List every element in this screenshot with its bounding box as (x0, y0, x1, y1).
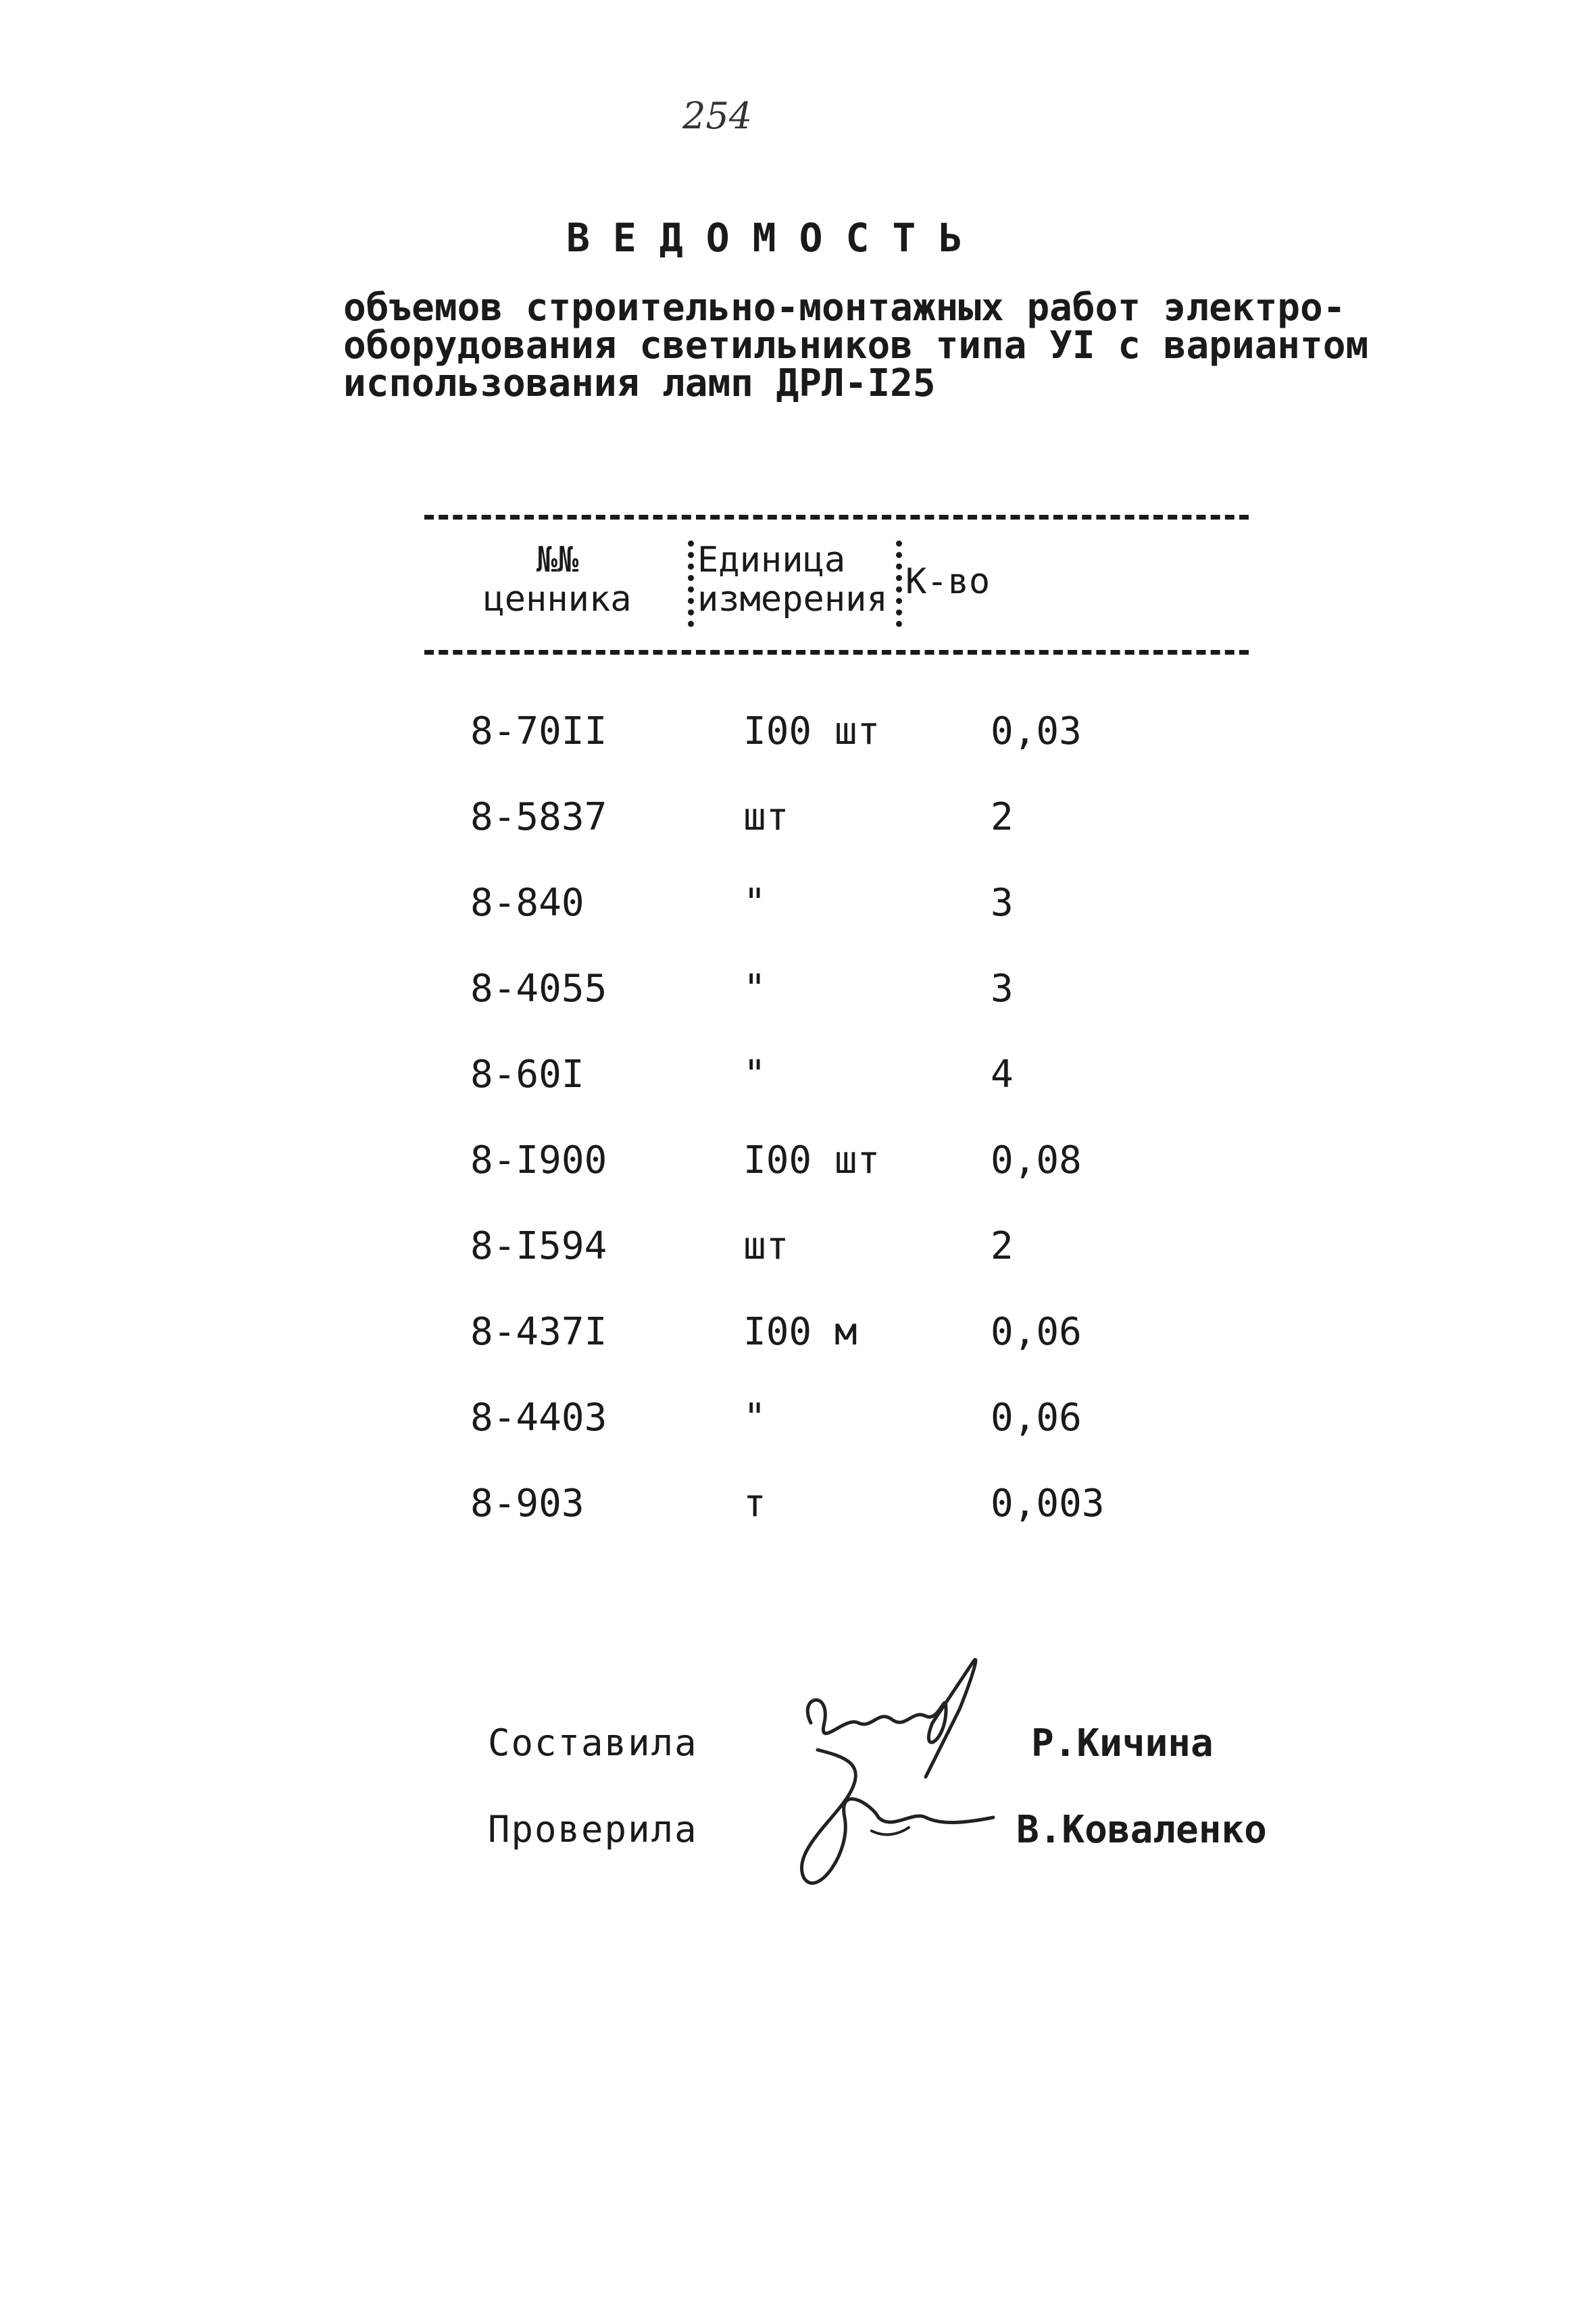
table-row (470, 1224, 1281, 1310)
quantity-cell: 0,08 (991, 1138, 1082, 1182)
header-line: ценника (483, 579, 632, 620)
header-unit (697, 540, 900, 619)
quantity-cell: 3 (991, 881, 1014, 925)
checked-by-label: Проверила (488, 1808, 698, 1851)
table-row (470, 1138, 1281, 1224)
column-separator (688, 540, 694, 627)
header-line: Единица (697, 540, 846, 580)
table-row (470, 709, 1281, 795)
quantity-cell: 0,06 (991, 1396, 1082, 1440)
table-row (470, 1310, 1281, 1396)
unit-cell: шт (743, 795, 789, 839)
quantity-cell: 3 (991, 967, 1014, 1011)
table-row (470, 1396, 1281, 1482)
price-code: 8-I594 (470, 1224, 607, 1268)
quantity-cell: 0,06 (991, 1310, 1082, 1354)
table-row (470, 1053, 1281, 1138)
subtitle-line: объемов строительно-монтажных работ электро- (343, 286, 1346, 330)
unit-cell: т (743, 1482, 766, 1526)
price-code: 8-4055 (470, 967, 607, 1011)
compiled-by-name: Р.Кичина (1031, 1721, 1214, 1765)
quantity-cell: 0,003 (991, 1482, 1105, 1526)
price-code: 8-903 (470, 1482, 584, 1526)
table-top-rule (424, 515, 1249, 520)
document-title: ВЕДОМОСТЬ (566, 215, 986, 261)
price-code: 8-5837 (470, 795, 607, 839)
unit-cell: " (743, 1396, 766, 1440)
table-row (470, 967, 1281, 1053)
unit-cell: I00 шт (743, 1138, 880, 1182)
compiled-by-label: Составила (488, 1721, 698, 1764)
price-code: 8-840 (470, 881, 584, 925)
price-code: 8-70II (470, 709, 607, 753)
header-price-number (446, 540, 669, 619)
header-line: измерения (697, 579, 888, 620)
page-number: 254 (682, 95, 753, 137)
table-row (470, 1482, 1281, 1567)
quantity-cell: 2 (991, 795, 1014, 839)
checked-by-name: В.Коваленко (1016, 1808, 1267, 1852)
header-line: №№ (536, 540, 579, 580)
unit-cell: " (743, 967, 766, 1011)
quantity-cell: 4 (991, 1053, 1014, 1097)
header-quantity: К-во (905, 561, 991, 602)
table-row (470, 795, 1281, 881)
unit-cell: " (743, 1053, 766, 1097)
price-code: 8-4403 (470, 1396, 607, 1440)
document-subtitle (343, 286, 1369, 405)
price-code: 8-437I (470, 1310, 607, 1354)
unit-cell: I00 м (743, 1310, 857, 1354)
unit-cell: I00 шт (743, 709, 880, 753)
table-body (470, 709, 1281, 1567)
quantity-cell: 0,03 (991, 709, 1082, 753)
table-header-rule (424, 650, 1249, 655)
subtitle-line: использования ламп ДРЛ-I25 (343, 361, 936, 405)
price-code: 8-60I (470, 1053, 584, 1097)
subtitle-line: оборудования светильников типа УI с вариантом (343, 324, 1369, 368)
unit-cell: шт (743, 1224, 789, 1268)
price-code: 8-I900 (470, 1138, 607, 1182)
table-row (470, 881, 1281, 967)
quantity-cell: 2 (991, 1224, 1014, 1268)
handwritten-signatures (770, 1649, 1027, 1905)
unit-cell: " (743, 881, 766, 925)
